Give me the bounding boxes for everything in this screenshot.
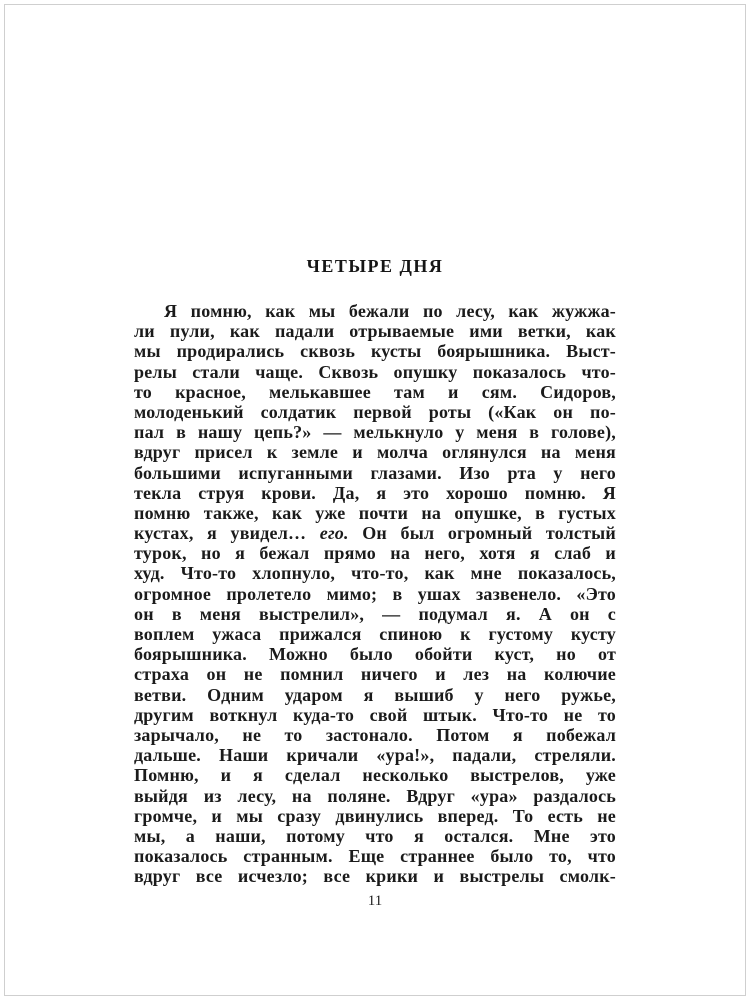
text-segment: худ. Что-то хлопнуло, что-то, как мне показалось, <box>134 563 616 584</box>
text-segment: Он был огромный толстый <box>348 523 616 544</box>
text-segment: показалось странным. Еще страннее было то, что <box>134 846 616 867</box>
text-line <box>134 685 616 705</box>
text-line <box>134 362 616 382</box>
text-segment: он в меня выстрелил», — подумал я. А он с <box>134 603 616 624</box>
text-segment: мы продирались сквозь кусты боярышника. Выст- <box>134 341 616 362</box>
text-segment: кустах, я увидел… <box>134 523 320 544</box>
text-line <box>134 765 616 785</box>
text-segment: выйдя из лесу, на поляне. Вдруг «ура» раздалось <box>134 785 616 806</box>
italic-text: его. <box>319 523 349 544</box>
text-segment: молоденький солдатик первой роты («Как он по- <box>134 401 616 422</box>
text-segment: ветви. Одним ударом я вышиб у него ружье, <box>134 684 616 705</box>
text-line <box>134 624 616 644</box>
text-segment: ли пули, как падали отрываемые ими ветки, как <box>134 321 616 342</box>
text-segment: вдруг все исчезло; все крики и выстрелы смолк- <box>134 866 616 887</box>
text-line <box>134 725 616 745</box>
text-line <box>134 382 616 402</box>
text-line <box>134 705 616 725</box>
text-line <box>134 402 616 422</box>
text-line <box>134 321 616 341</box>
text-line <box>134 442 616 462</box>
text-segment: зарычало, не то застонало. Потом я побежал <box>134 724 616 745</box>
text-line <box>134 483 616 503</box>
text-line <box>134 543 616 563</box>
text-line <box>134 664 616 684</box>
text-segment: большими испуганными глазами. Изо рта у него <box>134 462 616 483</box>
text-segment: дальше. Наши кричали «ура!», падали, стреляли. <box>134 745 616 766</box>
text-segment: релы стали чаще. Сквозь опушку показалось что- <box>134 361 616 382</box>
text-line <box>134 786 616 806</box>
text-segment: текла струя крови. Да, я это хорошо помню. Я <box>134 482 616 503</box>
text-segment: помню также, как уже почти на опушке, в густых <box>134 502 616 523</box>
text-line <box>134 806 616 826</box>
text-segment: громче, и мы сразу двинулись вперед. То есть не <box>134 805 616 826</box>
text-line <box>134 463 616 483</box>
text-line <box>134 422 616 442</box>
text-segment: боярышника. Можно было обойти куст, но от <box>134 644 616 665</box>
text-line <box>134 604 616 624</box>
page-number: 11 <box>367 893 383 909</box>
text-segment: страха он не помнил ничего и лез на колючие <box>134 664 616 685</box>
text-line <box>134 826 616 846</box>
text-line <box>134 341 616 361</box>
text-line <box>134 866 616 886</box>
text-line <box>134 301 616 321</box>
text-line <box>134 503 616 523</box>
text-segment: то красное, мелькавшее там и сям. Сидоров, <box>134 381 616 402</box>
text-line <box>134 846 616 866</box>
text-segment: Я помню, как мы бежали по лесу, как жужжа- <box>164 301 616 321</box>
text-line <box>134 523 616 543</box>
text-line <box>134 644 616 664</box>
text-segment: Помню, и я сделал несколько выстрелов, уже <box>134 765 616 786</box>
body-text <box>134 301 616 886</box>
text-line <box>134 745 616 765</box>
text-segment: огромное пролетело мимо; в ушах зазвенело. «Это <box>134 583 616 604</box>
text-segment: пал в нашу цепь?» — мелькнуло у меня в голове), <box>134 422 616 443</box>
text-segment: турок, но я бежал прямо на него, хотя я слаб и <box>134 543 616 564</box>
text-segment: другим воткнул куда-то свой штык. Что-то не то <box>134 704 616 725</box>
text-segment: вдруг присел к земле и молча оглянулся на меня <box>134 442 616 463</box>
chapter-title: ЧЕТЫРЕ ДНЯ <box>306 256 444 276</box>
text-line <box>134 563 616 583</box>
text-segment: мы, а наши, потому что я остался. Мне это <box>134 825 616 846</box>
text-segment: воплем ужаса прижался спиною к густому кусту <box>134 624 616 644</box>
text-line <box>134 584 616 604</box>
